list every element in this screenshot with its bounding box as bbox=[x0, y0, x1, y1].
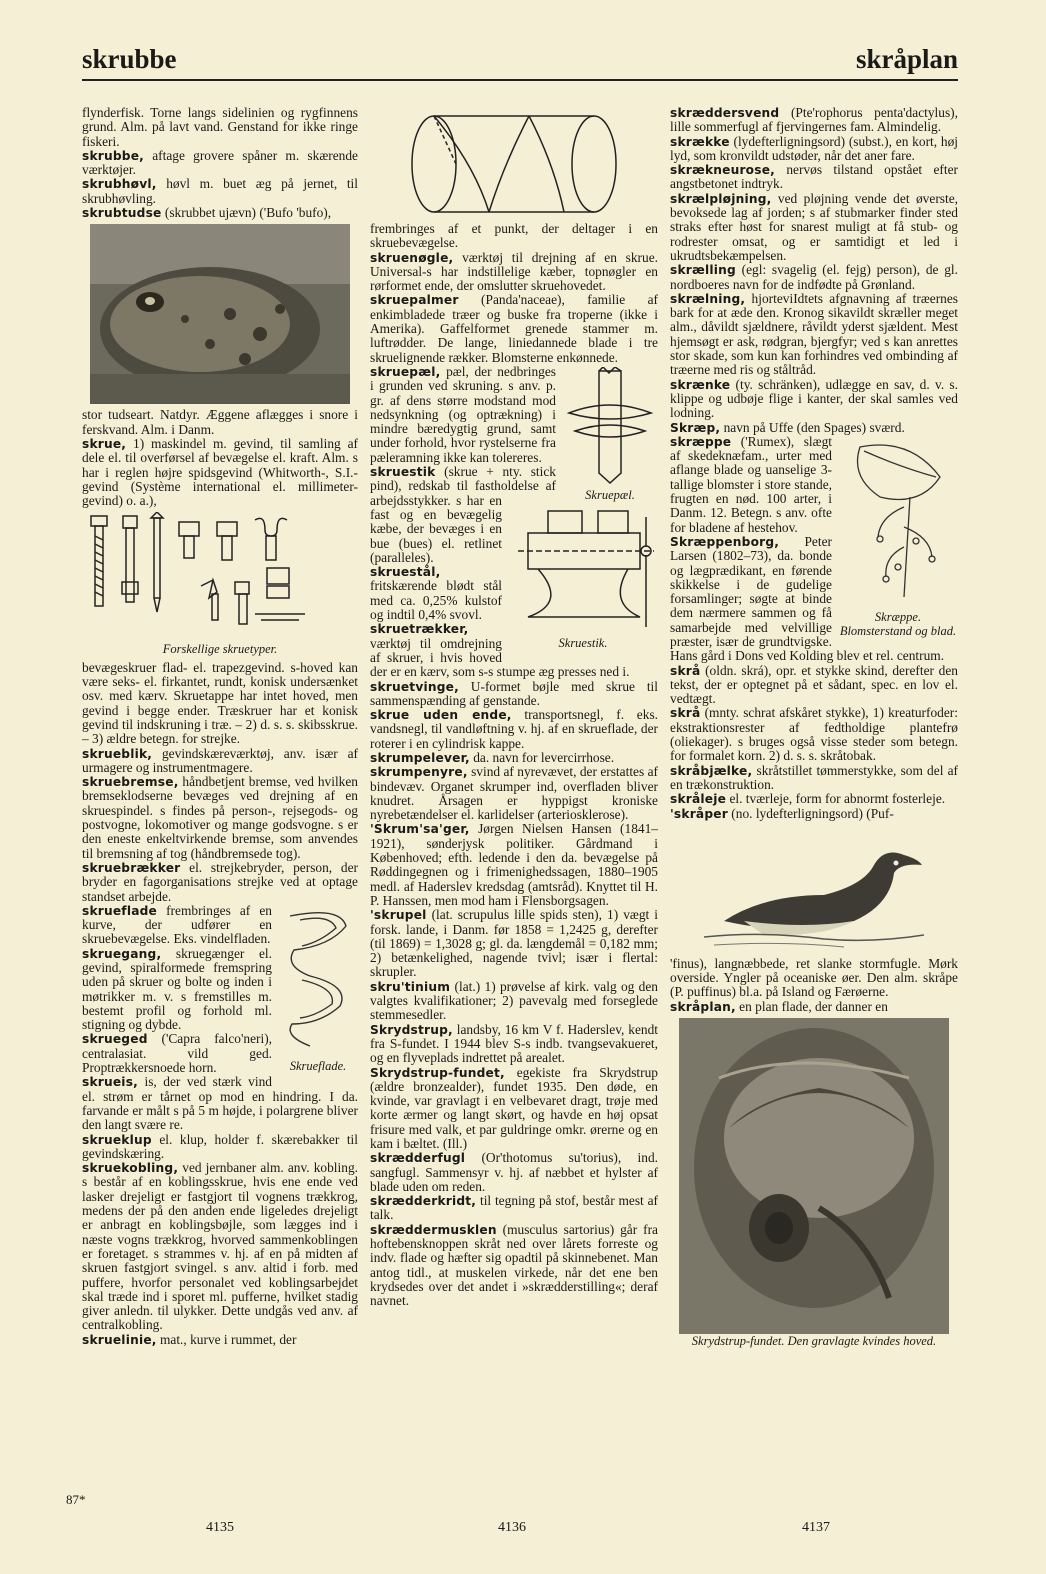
definition: (no. lydefterligningsord) (Puf- bbox=[727, 805, 894, 821]
headword: skrå bbox=[670, 706, 701, 721]
helix-figure bbox=[370, 110, 658, 218]
headword: skruekobling, bbox=[82, 1161, 179, 1176]
definition: (Or'thotomus su'torius), ind. sangfugl. Sammensyr v. hj. af næbbet et hylster af blade uden om reden. bbox=[370, 1150, 658, 1194]
definition: (Pte'rophorus penta'dactylus), lille sommerfugl af fjervingernes fam. Almindelig. bbox=[670, 105, 958, 135]
page-number-left: 4135 bbox=[206, 1520, 234, 1535]
definition: is, der ved stærk vind el. strøm er tårnet op mod en hindring. I da. farvande er målt s på 5 m højde, i polargrene bliver den langt svære re. bbox=[82, 1074, 358, 1133]
entry-skruekobling bbox=[82, 1161, 358, 1333]
entry-skraelpløjning bbox=[670, 192, 958, 263]
definition: (mnty. schrat afskåret stykke), 1) kreaturfoder: ekstraktionsrester af fedtholdige plantefrø (oliekager). s bruges også visse steder som betegn. for formalet korn. 2) d. s. s. skråtobak. bbox=[670, 705, 958, 764]
definition: mat., kurve i rummet, der bbox=[156, 1331, 297, 1347]
skraeppe-drawing bbox=[840, 437, 956, 607]
skruestik-drawing bbox=[508, 507, 658, 633]
headword: skruegang, bbox=[82, 946, 162, 961]
headword: skruestik bbox=[370, 465, 436, 480]
definition: da. navn for levercirrhose. bbox=[469, 749, 615, 765]
entry-skrydstrup bbox=[370, 1023, 658, 1066]
definition: U-formet bøjle med skrue til sammenspænding af genstande. bbox=[370, 678, 658, 708]
skrydstrup-photo bbox=[679, 1018, 949, 1334]
headword: skruebremse, bbox=[82, 775, 179, 790]
definition: el. tværleje, form for abnormt fosterleje. bbox=[726, 791, 946, 807]
definition: (ty. schränken), udlægge en sav, d. v. s. klippe og udbøje flige i kanter, der skal samles ved lodning. bbox=[670, 376, 958, 421]
entry-skraekneurose bbox=[670, 163, 958, 192]
definition: skråtstillet tømmerstykke, som del af en trækonstruktion. bbox=[670, 762, 958, 792]
page-number-right: 4137 bbox=[802, 1520, 830, 1535]
headword: 'skråper bbox=[670, 806, 728, 821]
entry-skraeddersvend bbox=[670, 106, 958, 135]
entry-skrueklup bbox=[82, 1133, 358, 1162]
headword: skrubtudse bbox=[82, 206, 162, 221]
definition: gevindskæreværktøj, anv. især af urmagere og instrumentmagere. bbox=[82, 745, 358, 775]
entry-skraaleje bbox=[670, 792, 958, 806]
headword: skruestål, bbox=[370, 565, 441, 580]
headword: skrubbe, bbox=[82, 148, 144, 163]
definition: frembringes af en kurve, der udfører en skruebevægelse. Eks. vindelfladen. bbox=[82, 902, 272, 947]
headword: skrueflade bbox=[82, 903, 158, 918]
definition: ('Rumex), slægt af skedeknæfam., urter med aflange blade og uanselige 3-tallige blomster i store stande, frugten en nød. 100 arter, i Danm. 12. Betegn. s anv. ofte for bladene af hestehov. bbox=[670, 433, 832, 535]
entry-skrubtudse bbox=[82, 206, 358, 220]
definition: Jørgen Nielsen Hansen (1841–1921), sønderjysk politiker. Gårdmand i Københoved; efth. ledende i den da. bevægelse på Røddingegnen og i frimenighedssagen, 1880–1905 medl. af Haderslev kredsdag (amtsråd). Knyttet til H. P. Hanssen, men mod ham i Flensborgsagen. bbox=[370, 821, 658, 908]
entry-skruebraekker bbox=[82, 861, 358, 904]
definition: ('Capra falco'neri), centralasiat. vild ged. Proptrækkersnoede horn. bbox=[82, 1031, 272, 1076]
entry-skraaplan bbox=[670, 1000, 958, 1014]
definition: (lat.) 1) prøvelse af kirk. valg og den valgtes kvalifikationer; 2) pavevalg med forseglede stemmesedler. bbox=[370, 978, 658, 1023]
definition: navn på Uffe (den Spages) sværd. bbox=[720, 419, 905, 435]
definition: skruegænger el. gevind, spiralformede fremspring uden på skruer og bolte og inden i møtrikker m. v. s fremstilles m. bestemt profil og forhold ml. stigning og dybde. bbox=[82, 945, 272, 1033]
definition: el. strejkebryder, person, der bryder en fagorganisations strejke ved at optage standset arbejde. bbox=[82, 859, 358, 904]
entry-text: bevægeskruer flad- el. trapezgevind. s-hoved kan være seks- el. firkantet, rundt, konisk undersænket osv. med kærv. Skruetappe har intet hoved, men gevind i begge ender. Træskruer har et konisk gevind til indskruning i træ. – 2) d. s. s. skibsskrue. – 3) ældre betegn. for strejke. bbox=[82, 659, 358, 747]
definition: ved pløjning vende det øverste, bevoksede lag af jorden; s af stubmarker finder sted straks efter høst for snarest muligt at få stub- og rodrester omsat, og er samtidigt et led i ukrudtsbekæmpelsen. bbox=[670, 190, 958, 263]
entry-skrue-uden-ende bbox=[370, 708, 658, 751]
entry-skraeddermusklen bbox=[370, 1223, 658, 1309]
figure-caption: Skruepæl. bbox=[585, 488, 635, 503]
entry-skrubbe bbox=[82, 149, 358, 178]
column-1 bbox=[82, 106, 358, 1347]
skruepael-figure bbox=[562, 367, 658, 503]
headword: skrumpelever, bbox=[370, 750, 470, 765]
headword: skræppe bbox=[670, 434, 732, 449]
definition: egekiste fra Skrydstrup (ældre bronzealder), fundet 1935. Den døde, en kvinde, var gravlagt i en velbevaret dragt, trøje med korte ærmer og langt skørt, og havde en høj opsat frisure med valk, et par guldringe omkr. ørerne og en kam i bæltet. (Ill.) bbox=[370, 1064, 658, 1151]
headword: skruetvinge, bbox=[370, 679, 459, 694]
headword: Skrydstrup-fundet, bbox=[370, 1065, 505, 1080]
toad-photo bbox=[82, 224, 358, 404]
screw-types-drawing bbox=[85, 512, 355, 642]
headword: skrueklup bbox=[82, 1132, 152, 1147]
header-rule bbox=[82, 79, 958, 81]
headword: skrue, bbox=[82, 436, 127, 451]
headword: skråplan, bbox=[670, 999, 736, 1014]
running-head-right: skråplan bbox=[855, 44, 958, 74]
headword: skræddersvend bbox=[670, 106, 780, 120]
headword: Skræppenborg, bbox=[670, 534, 780, 549]
headword: skrubhøvl, bbox=[82, 177, 157, 192]
headword: skrueis, bbox=[82, 1075, 138, 1090]
headword: Skrydstrup, bbox=[370, 1022, 453, 1037]
entry-text: 'finus), langnæbbede, ret slanke stormfugle. Mørk overside. Yngler på oceaniske øer. Den alm. skråpe (P. puffinus) bl.a. på Island og Færøerne. bbox=[670, 955, 958, 1000]
column-2 bbox=[370, 106, 658, 1309]
definition: transportsnegl, f. eks. vandsnegl, til vandløftning v. hj. af en skrueflade, der roterer i en cylindrisk kappe. bbox=[370, 707, 658, 751]
entry-skrumsager bbox=[370, 822, 658, 908]
figure-caption: Skrueflade. bbox=[289, 1059, 347, 1074]
definition: pæl, der nedbringes i grunden ved skruning. s anv. p. gr. af dens større modstand mod nedsynkning (og optrækning) i mindre bæredygtig grund, samt under forhold, hvor rystelserne fra pæleramning ikke kan tolereres. bbox=[370, 363, 556, 465]
entry-skraa-2 bbox=[670, 706, 958, 763]
headword: skrædderkridt, bbox=[370, 1194, 477, 1209]
entry-skruetvinge bbox=[370, 680, 658, 709]
definition: Peter Larsen (1802–73), da. bonde og lægprædikant, en førende skikkelse i de gudelige forsamlinger; søgte at binde dem nærmere sammen og få samarbejde med velvillige præster, især de grundtvigske. Hans gård i Dons ved Kolding blev et rel. centrum. bbox=[670, 533, 945, 664]
definition: (egl: svagelig (el. fejg) person), de gl. nordboeres navn for de indfødte på Grønland. bbox=[670, 262, 958, 292]
entry-skruebremse bbox=[82, 775, 358, 861]
entry-skraabjaelke bbox=[670, 764, 958, 793]
skruepael-drawing bbox=[565, 367, 655, 485]
entry-skraa-1 bbox=[670, 664, 958, 707]
headword: skrækneurose, bbox=[670, 163, 775, 178]
figure-caption: Skrydstrup-fundet. Den gravlagte kvindes hoved. bbox=[691, 1334, 937, 1349]
headword: 'skrupel bbox=[370, 908, 427, 923]
helix-drawing bbox=[404, 110, 624, 218]
entry-text: stor tudseart. Natdyr. Æggene aflægges i snore i ferskvand. Alm. i Danm. bbox=[82, 407, 358, 437]
definition: (skrue + nty. stick pind), redskab til fastholdelse af arbejdsstykker. s har en fast og en bevægelig kæbe, der bevæges i en bue (bues) el. retlinet (paralleles). bbox=[370, 464, 556, 565]
headword: skruenøgle, bbox=[370, 250, 454, 265]
entry-skrumpelever bbox=[370, 751, 658, 765]
headword: skruepalmer bbox=[370, 293, 459, 308]
screw-types-figure bbox=[82, 512, 358, 656]
entry-text: flynderfisk. Torne langs sidelinien og rygfinnens grund. Alm. på lavt vand. Genstand for ikke ringe fiskeri. bbox=[82, 105, 358, 149]
entry-skraelling bbox=[670, 263, 958, 292]
entry-skrupel bbox=[370, 908, 658, 979]
running-head-left: skrubbe bbox=[82, 44, 177, 74]
definition: (Panda'naceae), familie af enkimbladede træer og buske fra troperne (ikke i Amerika). Gaffelformet grenede stammer m. luftrødder. De lange, liniedannede blade i tre skruelignende rækker. Blomsterne enkønnede. bbox=[370, 292, 658, 365]
definition: 1) maskindel m. gevind, til samling af dele el. til overførsel af bevægelse el. kraft. Alm. s har i reglen højre spidsgevind (Whitworth-, S.I.-gevind (Système international el. millimeter-gevind) o. a.), bbox=[82, 435, 358, 509]
entry-skrumpenyre bbox=[370, 765, 658, 822]
entry-skrue bbox=[82, 437, 358, 508]
entry-text: frembringes af et punkt, der deltager i en skruebevægelse. bbox=[370, 221, 658, 251]
definition: (skrubbet ujævn) ('Bufo 'bufo), bbox=[161, 205, 332, 221]
definition: til tegning på stof, består mest af talk. bbox=[370, 1193, 658, 1223]
entry-skruepalmer bbox=[370, 293, 658, 364]
definition: håndbetjent bremse, ved hvilken bremseklodserne bevæges ved drejning af en skruespindel. s findes på person-, rejsegods- og postvogne, lokomotiver og mange godsvogne. s er den eneste enkeltvirkende bremse, som anvendes til bremsning af tog (håndbremsede tog). bbox=[82, 774, 358, 861]
headword: skruetrækker, bbox=[370, 622, 469, 637]
entry-skraekke bbox=[670, 135, 958, 164]
headword: skrænke bbox=[670, 377, 731, 392]
entry-skrutinium bbox=[370, 980, 658, 1023]
headword: skru'tinium bbox=[370, 979, 451, 994]
entry-skrueis bbox=[82, 1075, 358, 1132]
skrueflade-drawing bbox=[280, 906, 356, 1056]
toad-image bbox=[90, 224, 350, 404]
headword: skruelinie, bbox=[82, 1332, 157, 1347]
definition: fritskærende blødt stål med ca. 0,25% kulstof og indtil 0,4% svovl. bbox=[370, 578, 502, 623]
headword: Skræp, bbox=[670, 420, 721, 435]
headword: skruepæl, bbox=[370, 364, 441, 379]
headword: skruebrækker bbox=[82, 860, 181, 875]
skraeppe-figure bbox=[838, 437, 958, 639]
page-number-middle: 4136 bbox=[498, 1520, 526, 1535]
signature-mark: 87* bbox=[66, 1492, 86, 1507]
definition: (lydefterligningsord) (subst.), en kort, høj lyd, som kronvildt udstøder, når det aner fare. bbox=[670, 133, 958, 163]
headword: skrueblik, bbox=[82, 746, 153, 761]
headword: skrueged bbox=[82, 1032, 148, 1047]
headword: skrælning, bbox=[670, 291, 746, 306]
definition: værktøj til drejning af en skrue. Universal-s har indstillelige kæber, topnøgler en rørformet ende, der omslutter skruehovedet. bbox=[370, 249, 658, 294]
definition: værktøj til omdrejning af skruer, i hvis hoved der er en kærv, som s-s stumpe æg presses ned i. bbox=[370, 635, 630, 680]
skruestik-figure bbox=[508, 507, 658, 651]
skrueflade-figure bbox=[278, 906, 358, 1074]
shearwater-drawing bbox=[704, 825, 924, 953]
entry-skraenke bbox=[670, 378, 958, 421]
definition: (musculus sartorius) går fra hoftebensknoppen skråt ned over lårets forreste og indv. flade og hæfter sig opadtil på skinnebenet. Man antog tidl., at muskelen virkede, når det ene ben krydsedes over det andet i »skrædderstilling«; deraf navnet. bbox=[370, 1221, 658, 1309]
entry-skruelinie bbox=[82, 1333, 358, 1347]
entry-skraaper bbox=[670, 807, 958, 821]
entry-skraep bbox=[670, 421, 958, 435]
headword: skrumpenyre, bbox=[370, 765, 468, 780]
headword: skrå bbox=[670, 663, 701, 678]
definition: el. klup, holder f. skærebakker til gevindskæring. bbox=[82, 1131, 358, 1161]
definition: aftage grovere spåner m. skærende værktøjer. bbox=[82, 147, 358, 178]
headword: skråleje bbox=[670, 792, 727, 807]
figure-caption: Skræppe. Blomsterstand og blad. bbox=[839, 610, 957, 639]
figure-caption: Forskellige skruetyper. bbox=[162, 642, 278, 657]
headword: skrædderfugl bbox=[370, 1151, 466, 1166]
column-3 bbox=[670, 106, 958, 1352]
headword: 'Skrum'sa'ger, bbox=[370, 822, 470, 837]
definition: (oldn. skrá), opr. et stykke skind, derefter den tekst, der er optegnet på et sådant, spec. en lov el. vedtægt. bbox=[670, 662, 958, 707]
entry-skraedderfugl bbox=[370, 1151, 658, 1194]
figure-caption: Skruestik. bbox=[558, 635, 608, 650]
definition: landsby, 16 km V f. Haderslev, kendt fra S-fundet. I 1944 blev S-s indb. tvangsevakueret, og en flyveplads indrettet på arealet. bbox=[370, 1021, 658, 1066]
definition: en plan flade, der danner en bbox=[735, 998, 888, 1014]
entry-skrueblik bbox=[82, 747, 358, 776]
definition: svind af nyrevævet, der erstattes af bindevæv. Organet skrumper ind, overfladen bliver knudret. Årsagen er hyppigst kroniske nyrebetændelser el. karlidelser (arteriosklerose). bbox=[370, 764, 658, 823]
entry-skraelning bbox=[670, 292, 958, 378]
entry-skruenogle bbox=[370, 251, 658, 294]
shearwater-figure bbox=[670, 825, 958, 953]
headword: skrække bbox=[670, 134, 730, 149]
entry-skrubhovl bbox=[82, 177, 358, 206]
headword: skræddermusklen bbox=[370, 1222, 497, 1237]
entry-skraedderkridt bbox=[370, 1194, 658, 1223]
definition: ved jernbaner alm. anv. kobling. s består af en koblingsskrue, hvis ene ende ved lasker drejeligt er fastgjort til vognens trækkrog, medens der på den anden ende ligeledes drejeligt er anbragt en koblingsbøjle, som lægges ind i næste vogns trækkrog, hvorved sammenkoblingen er foretaget. s strammes v. hj. af en på midten af skruen fastgjort svingel. s anv. altid i forb. med puffere, hvorfor personalet ved koblingsarbejdet skal træde ind i sporet ml. pufferne, hvilket stadig giver anledn. til ulykker. Dette undgås ved anv. af centralkobling. bbox=[82, 1160, 358, 1333]
headword: skrue uden ende, bbox=[370, 708, 512, 723]
headword: skrælling bbox=[670, 263, 736, 278]
skrydstrup-photo-figure bbox=[670, 1018, 958, 1348]
definition: (lat. scrupulus lille spids sten), 1) vægt i forsk. lande, i Danm. før 1858 = 1,2425 g, derefter (til 1869) = 1,3028 g; gl. da. længdemål = 0,182 mm; 2) betænkelighed, nagende tvivl; især i flertal: skrupler. bbox=[370, 907, 658, 980]
headword: skrælpløjning, bbox=[670, 191, 772, 206]
entry-skrydstrup-fundet bbox=[370, 1066, 658, 1152]
definition: nervøs tilstand opstået efter angstbetonet indtryk. bbox=[670, 162, 958, 192]
headword: skråbjælke, bbox=[670, 763, 753, 778]
definition: høvl m. buet æg på jernet, til skrubhøvling. bbox=[82, 176, 358, 206]
definition: hjorteviIdtets afgnavning af træernes bark for at æde den. Kronog sikavildt skræller meget alm., dåvildt sjældnere, råvildt yderst sjældent. Mest hjemsøgt er ask, rødgran, bjergfyr; ved s kan anrettes stor skade, som kun kan forhindres ved ombinding af træerne med ris og ståltråd. bbox=[670, 290, 958, 378]
